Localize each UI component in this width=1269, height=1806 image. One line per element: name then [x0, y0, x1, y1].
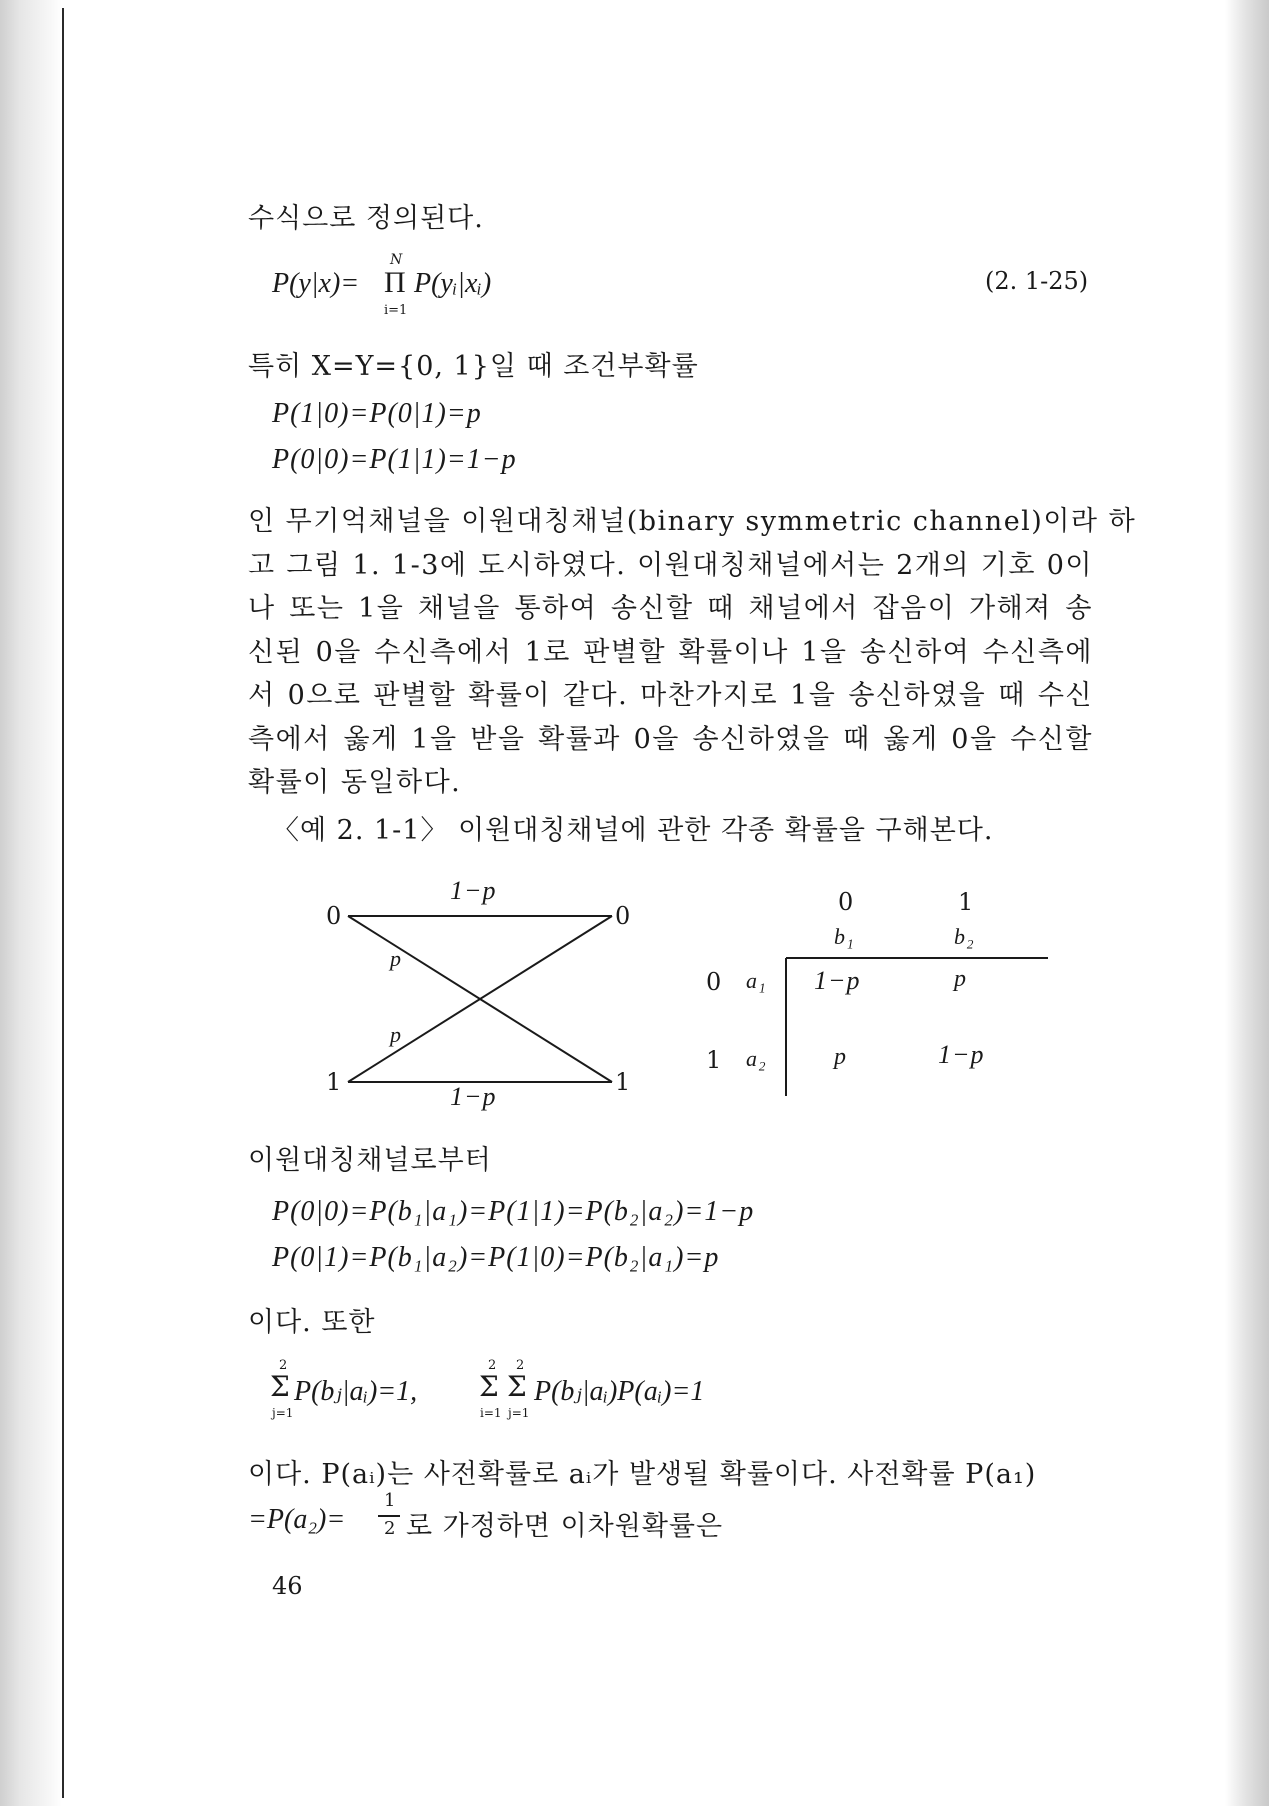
right-label-0: 0 — [615, 902, 632, 930]
table-rules-svg — [690, 880, 1050, 1100]
paragraph-line: 나 또는 1을 채널을 통하여 송신할 때 채널에서 잡음이 가해져 송 — [248, 593, 1093, 624]
eq1-lhs: P(y|x)= — [272, 268, 360, 299]
col-value-1: 1 — [958, 888, 975, 916]
paragraph-line: 측에서 옳게 1을 받을 확률과 0을 송신하였을 때 옳게 0을 수신할 — [248, 723, 1093, 755]
paragraph-line: 서 0으로 판별할 확률이 같다. 마찬가지로 1을 송신하였을 때 수신 — [248, 680, 1093, 711]
page-number: 46 — [272, 1572, 303, 1600]
sum1-symbol: Σ — [270, 1370, 290, 1403]
sum1-body: P(bⱼ|aᵢ)=1, — [294, 1376, 418, 1407]
also-line: 이다. 또한 — [248, 1307, 376, 1338]
eq1-product-symbol: Π — [384, 266, 406, 299]
closing-line-2 — [248, 1490, 948, 1550]
intro-line: 수식으로 정의된다. — [248, 203, 484, 234]
closing-line-2-prefix: =P(a₂)= — [248, 1504, 346, 1535]
paragraph-bsc-description — [248, 500, 1137, 805]
from-bsc-line: 이원대칭채널로부터 — [248, 1145, 492, 1176]
paragraph-line: 인 무기억채널을 이원대칭채널(binary symmetric channel)이라 하 — [248, 506, 1137, 537]
col-symbol-b1: b₁ — [834, 924, 855, 949]
sum2-lower-j: j=1 — [508, 1406, 530, 1420]
paragraph-line: 고 그림 1. 1-3에 도시하였다. 이원대칭채널에서는 2개의 기호 0이 — [248, 549, 1093, 581]
sum1-lower: j=1 — [272, 1406, 294, 1420]
row-symbol-a1: a₁ — [746, 968, 767, 993]
fraction-bar — [378, 1515, 400, 1517]
sum2-body: P(bⱼ|aᵢ)P(aᵢ)=1 — [534, 1376, 705, 1407]
cell-a1-b1: 1−p — [814, 966, 861, 995]
cond-prob-line-1: P(1|0)=P(0|1)=p — [272, 398, 482, 429]
special-case-line: 특히 X=Y={0, 1}일 때 조건부확률 — [248, 351, 699, 382]
bsc-equation-1: P(0|0)=P(b₁|a₁)=P(1|1)=P(b₂|a₂)=1−p — [272, 1196, 755, 1227]
closing-line-1: 이다. P(aᵢ)는 사전확률로 aᵢ가 발생될 확률이다. 사전확률 P(a₁) — [248, 1459, 1037, 1490]
sum2-symbol-j: Σ — [507, 1370, 527, 1403]
bsc-channel-diagram — [300, 870, 660, 1114]
sum-equations — [270, 1358, 790, 1434]
sum1-upper: 2 — [279, 1358, 288, 1373]
eq1-rhs: P(yᵢ|xᵢ) — [414, 268, 492, 299]
fraction-denominator: 2 — [384, 1518, 396, 1539]
sum2-lower-i: i=1 — [480, 1406, 502, 1420]
equation-number: (2. 1-25) — [985, 267, 1089, 295]
sum2-upper-j: 2 — [516, 1358, 525, 1373]
col-value-0: 0 — [838, 888, 855, 916]
row-symbol-a2: a₂ — [746, 1046, 767, 1071]
cell-a2-b1: p — [834, 1044, 847, 1070]
right-label-1: 1 — [615, 1068, 632, 1096]
cross-label-upper: p — [390, 946, 402, 971]
paragraph-line: 확률이 동일하다. — [248, 767, 462, 798]
bsc-equation-2: P(0|1)=P(b₁|a₂)=P(1|0)=P(b₂|a₁)=p — [272, 1242, 720, 1273]
paragraph-line: 신된 0을 수신측에서 1로 판별할 확률이나 1을 송신하여 수신측에 — [248, 636, 1093, 668]
bsc-diagram-svg — [300, 870, 660, 1110]
page-shadow-right — [1225, 0, 1269, 1806]
cell-a2-b2: 1−p — [938, 1040, 985, 1069]
row-value-1: 1 — [706, 1046, 723, 1074]
sum2-upper-i: 2 — [488, 1358, 497, 1373]
row-value-0: 0 — [706, 968, 723, 996]
cond-prob-line-2: P(0|0)=P(1|1)=1−p — [272, 444, 517, 475]
fraction-numerator: 1 — [384, 1490, 396, 1511]
cross-label-lower: p — [390, 1022, 402, 1047]
left-label-0: 0 — [326, 902, 343, 930]
top-edge-label: 1−p — [450, 876, 497, 905]
closing-line-2-suffix: 로 가정하면 이차원확률은 — [406, 1511, 724, 1542]
page-shadow-left — [0, 0, 62, 1806]
page-edge-left — [62, 8, 64, 1798]
example-line: 〈예 2. 1-1〉 이원대칭채널에 관한 각종 확률을 구해본다. — [272, 815, 994, 846]
bottom-edge-label: 1−p — [450, 1082, 497, 1111]
cell-a1-b2: p — [954, 966, 967, 992]
left-label-1: 1 — [326, 1068, 343, 1096]
eq1-lower: i=1 — [384, 303, 408, 318]
eq1-upper: N — [390, 252, 403, 268]
sum2-symbol-i: Σ — [479, 1370, 499, 1403]
col-symbol-b2: b₂ — [954, 924, 975, 949]
